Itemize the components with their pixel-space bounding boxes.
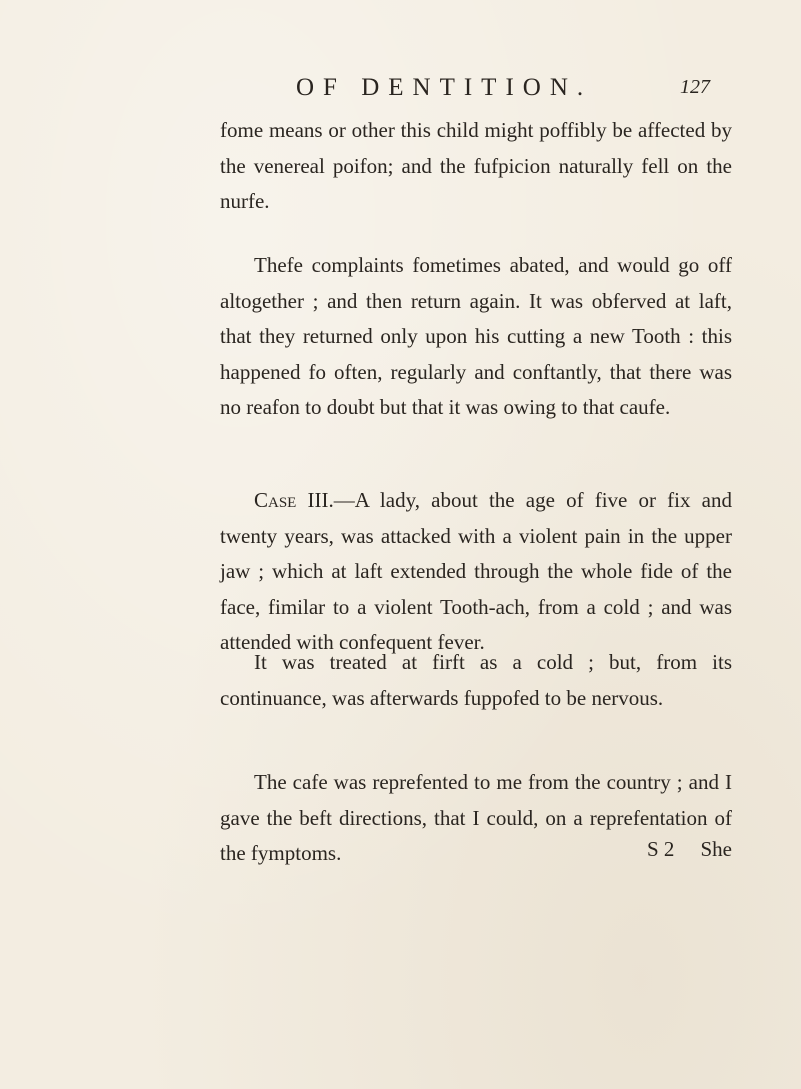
- paragraph-text: The cafe was reprefented to me from the country ; and I gave the beft directions, that I could, on a reprefentation of the fymptoms.: [220, 770, 732, 865]
- paragraph-continuation: [220, 113, 732, 220]
- paragraph-treatment: [220, 645, 732, 716]
- catchword: She: [700, 837, 732, 861]
- case-text: —A lady, about the age of five or fix and twenty years, was attacked with a violent pain in the upper jaw ; which at laft extended through the whole fide of the face, fimilar to a violent Tooth-ach, from a cold ; and was attended with confequent fever.: [220, 488, 732, 654]
- paragraph-case-three: [220, 483, 732, 661]
- signature-mark: S 2: [647, 837, 675, 861]
- paragraph-text: fome means or other this child might poffibly be affected by the venereal poifon; and the fufpicion naturally fell on the nurfe.: [220, 118, 732, 213]
- paragraph-text: Thefe complaints fometimes abated, and would go off altogether ; and then return again. It was obferved at laft, that they returned only upon his cutting a new Tooth : this happened fo often, regularly and conftantly, that there was no reafon to doubt but that it was owing to that caufe.: [220, 253, 732, 419]
- page-number: 127: [680, 76, 710, 98]
- paragraph-complaints: [220, 248, 732, 426]
- running-title: OF DENTITION.: [296, 74, 593, 101]
- case-label: Case III.: [254, 488, 334, 512]
- paragraph-text: [220, 483, 732, 661]
- paragraph-text: It was treated at firft as a cold ; but, from its continuance, was afterwards fuppofed to be nervous.: [220, 650, 732, 710]
